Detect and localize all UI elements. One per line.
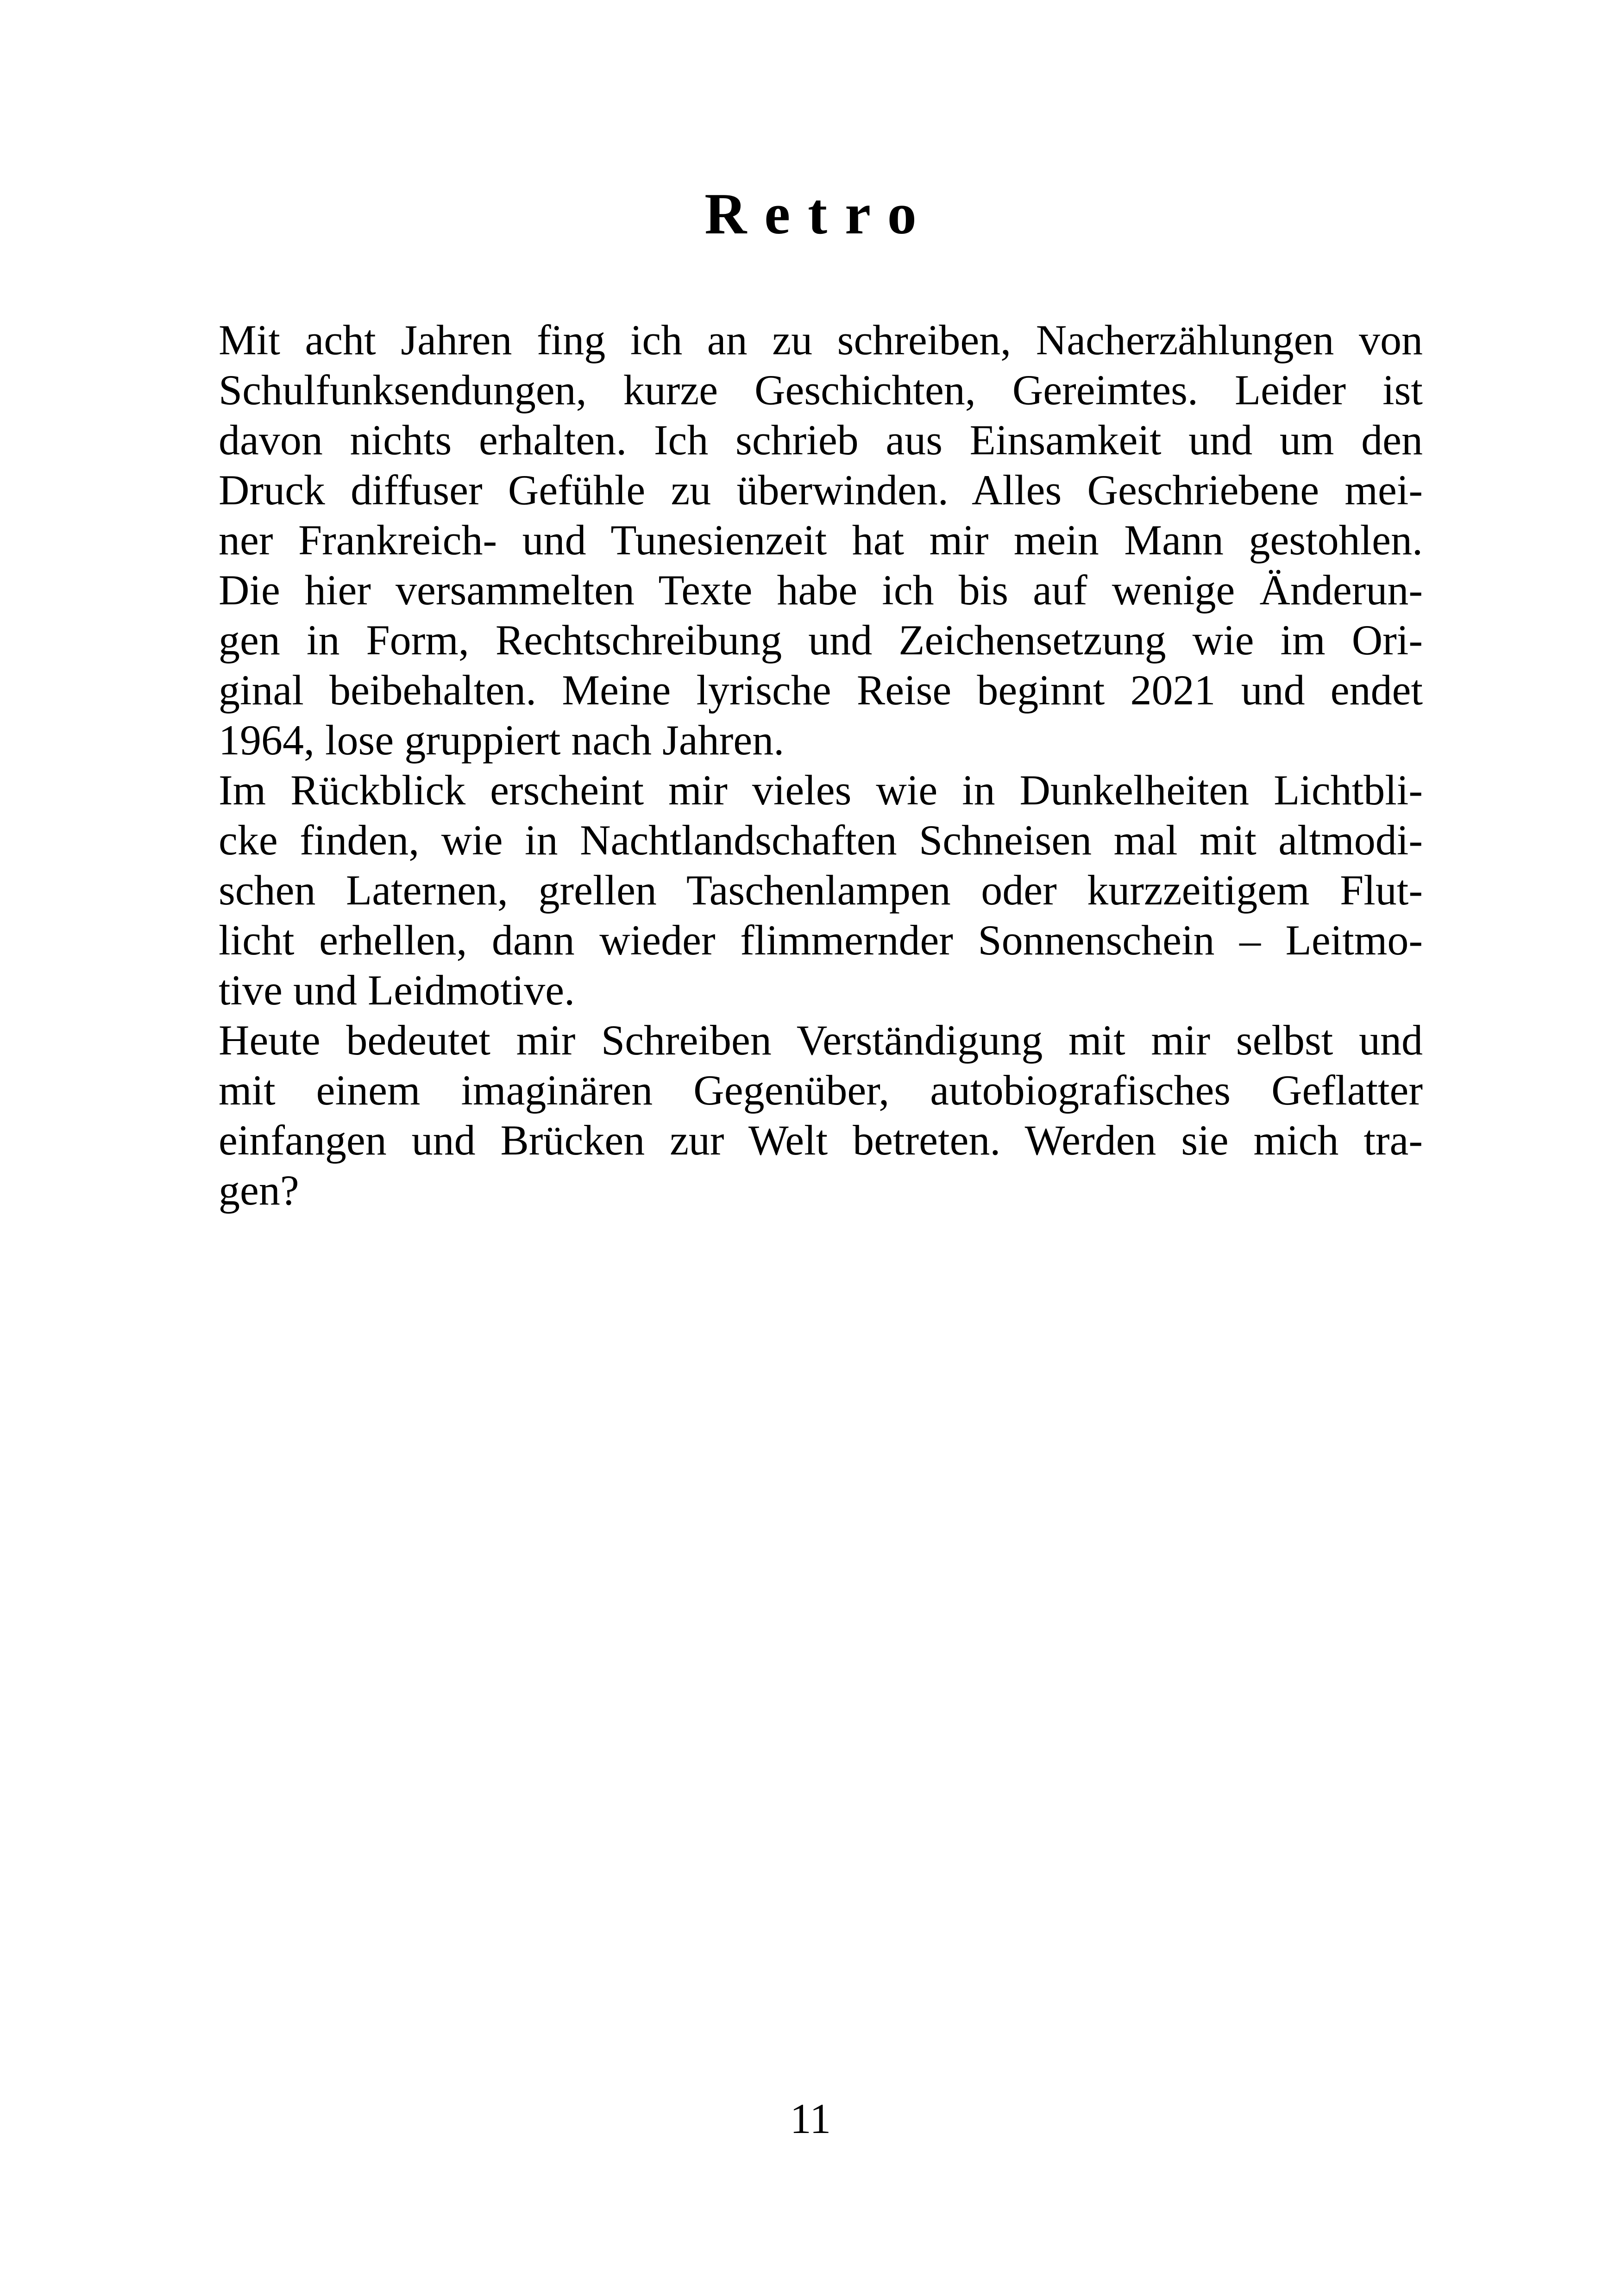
text-line: Die hier versammelten Texte habe ich bis auf wenige Änderun- — [219, 566, 1423, 614]
text-line: Im Rückblick erscheint mir vieles wie in Dunkelheiten Lichtbli- — [219, 766, 1423, 814]
chapter-title — [0, 180, 1621, 249]
text-line: gen? — [219, 1167, 299, 1214]
text-line: gen in Form, Rechtschreibung und Zeichensetzung wie im Ori- — [219, 616, 1423, 664]
text-line: 1964, lose gruppiert nach Jahren. — [219, 716, 785, 764]
text-line: einfangen und Brücken zur Welt betreten. Werden sie mich tra- — [219, 1117, 1423, 1164]
text-line: ner Frankreich- und Tunesienzeit hat mir mein Mann gestohlen. — [219, 516, 1423, 564]
text-line: licht erhellen, dann wieder flimmernder Sonnenschein – Leitmo- — [219, 916, 1423, 964]
text-line: davon nichts erhalten. Ich schrieb aus Einsamkeit und um den — [219, 416, 1423, 464]
text-line: cke finden, wie in Nachtlandschaften Schneisen mal mit altmodi- — [219, 816, 1423, 864]
body-text — [219, 315, 1423, 1215]
text-line: Schulfunksendungen, kurze Geschichten, Gereimtes. Leider ist — [219, 366, 1423, 414]
text-line: schen Laternen, grellen Taschenlampen oder kurzzeitigem Flut- — [219, 866, 1423, 914]
text-line: Heute bedeutet mir Schreiben Verständigung mit mir selbst und — [219, 1016, 1423, 1064]
text-line: Druck diffuser Gefühle zu überwinden. Alles Geschriebene mei- — [219, 466, 1423, 514]
page-number: 11 — [790, 2095, 831, 2142]
text-line: Mit acht Jahren fing ich an zu schreiben, Nacherzählungen von — [219, 316, 1423, 364]
text-line: mit einem imaginären Gegenüber, autobiografisches Geflatter — [219, 1066, 1423, 1114]
text-line: tive und Leidmotive. — [219, 966, 575, 1014]
chapter-title-text: Retro — [704, 182, 934, 246]
text-line: ginal beibehalten. Meine lyrische Reise beginnt 2021 und endet — [219, 666, 1423, 714]
